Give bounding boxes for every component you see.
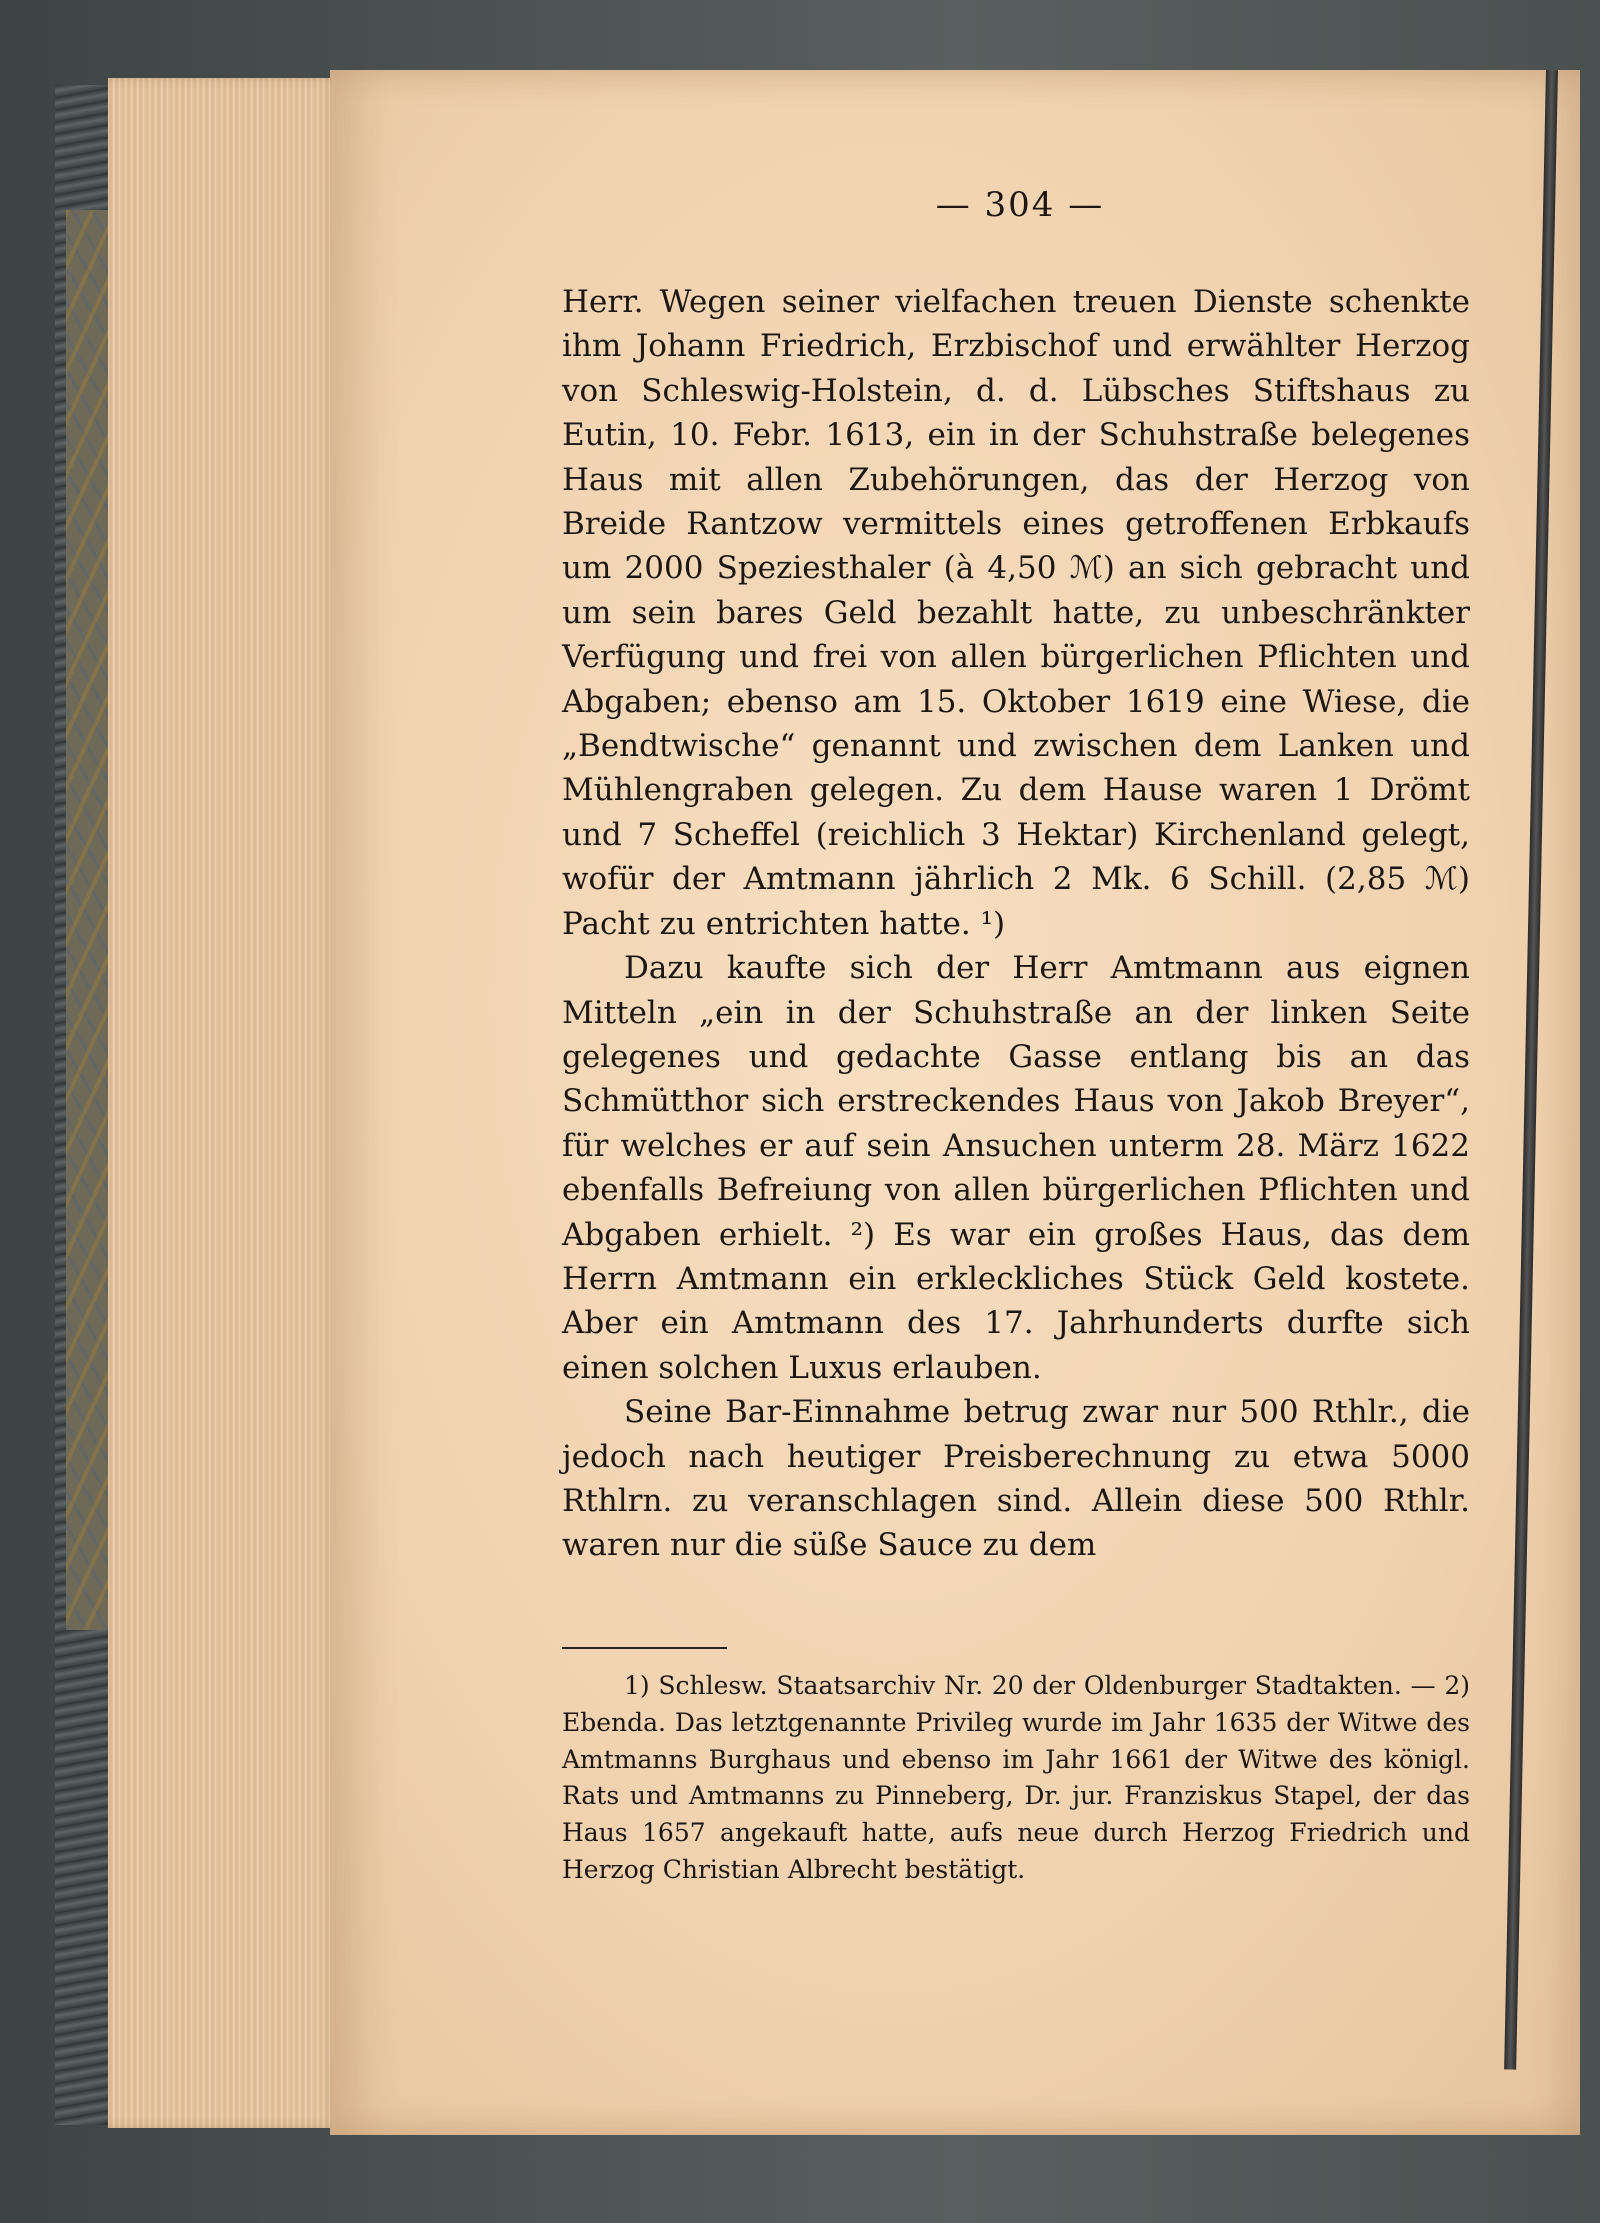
paragraph-2: Dazu kaufte sich der Herr Amtmann aus eignen Mitteln „ein in der Schuhstraße an der linken Seite gelegenes und gedachte Gasse entlang bis an das Schmütthor sich erstreckendes Haus von Jakob Breyer“, für welches er auf sein Ansuchen unterm 28. März 1622 ebenfalls Befreiung von allen bürgerlichen Pflichten und Abgaben erhielt. ²) Es war ein großes Haus, das dem Herrn Amtmann ein erkleckliches Stück Geld kostete. Aber ein Amtmann des 17. Jahrhunderts durfte sich einen solchen Luxus erlauben. xyxy=(562,950,1470,1386)
body-text xyxy=(562,280,1470,1568)
footnote-text: 1) Schlesw. Staatsarchiv Nr. 20 der Oldenburger Stadtakten. — 2) Ebenda. Das letztgenannte Privileg wurde im Jahr 1635 der Witwe des Amtmanns Burghaus und ebenso im Jahr 1661 der Witwe des königl. Rats und Amtmanns zu Pinneberg, Dr. jur. Franziskus Stapel, der das Haus 1657 angekauft hatte, aufs neue durch Herzog Friedrich und Herzog Christian Albrecht bestätigt. xyxy=(562,1671,1470,1884)
footnotes xyxy=(562,1668,1470,1889)
paragraph-1: Herr. Wegen seiner vielfachen treuen Dienste schenkte ihm Johann Friedrich, Erzbischof und erwählter Herzog von Schleswig-Holstein, d. d. Lübsches Stiftshaus zu Eutin, 10. Febr. 1613, ein in der Schuhstraße belegenes Haus mit allen Zubehörungen, das der Herzog von Breide Rantzow vermittels eines getroffenen Erbkaufs um 2000 Speziesthaler (à 4,50 ℳ) an sich gebracht und um sein bares Geld bezahlt hatte, zu unbeschränkter Verfügung und frei von allen bürgerlichen Pflichten und Abgaben; ebenso am 15. Oktober 1619 eine Wiese, die „Bendtwische“ genannt und zwischen dem Lanken und Mühlengraben gelegen. Zu dem Hause waren 1 Drömt und 7 Scheffel (reichlich 3 Hektar) Kirchenland gelegt, wofür der Amtmann jährlich 2 Mk. 6 Schill. (2,85 ℳ) Pacht zu entrichten hatte. ¹) xyxy=(562,284,1470,942)
footnote-rule xyxy=(562,1647,727,1649)
paragraph-3: Seine Bar-Einnahme betrug zwar nur 500 Rthlr., die jedoch nach heutiger Preisberechnung zu etwa 5000 Rthlrn. zu veranschlagen sind. Allein diese 500 Rthlr. waren nur die süße Sauce zu dem xyxy=(562,1394,1470,1564)
page-number: — 304 — xyxy=(935,185,1105,225)
page-stack-edge xyxy=(108,78,338,2128)
